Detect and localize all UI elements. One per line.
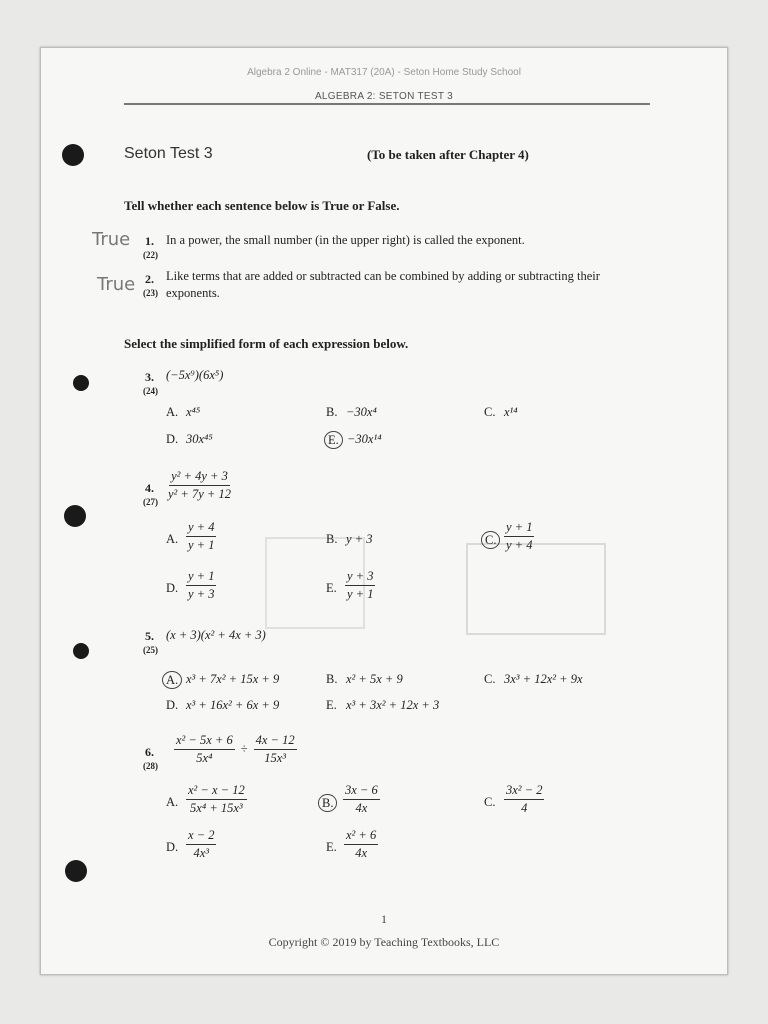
choice-letter: C.: [484, 405, 496, 419]
choice-letter: E.: [326, 840, 337, 854]
fraction-denominator: 4x³: [193, 846, 210, 860]
punch-hole-icon: [65, 860, 87, 882]
q3-choice-d: 30x⁴⁵: [186, 432, 213, 446]
fraction-numerator: y + 1: [504, 520, 534, 537]
handwritten-answer-2: True: [97, 274, 136, 295]
question-number: 4.: [145, 481, 154, 495]
question-number: 3.: [145, 370, 154, 384]
choice-letter-circled: [481, 531, 500, 549]
q5-expression: (x + 3)(x² + 4x + 3): [166, 628, 266, 642]
selected-answer-circle: C.: [481, 531, 500, 549]
fraction-denominator: 5x⁴ + 15x³: [190, 801, 243, 815]
page-number: 1: [381, 912, 387, 926]
choice-letter: E.: [326, 581, 337, 595]
selected-answer-circle: E.: [324, 431, 343, 449]
fraction-denominator: 4x: [355, 846, 368, 860]
punch-hole-icon: [73, 375, 89, 391]
punch-hole-icon: [62, 144, 84, 166]
test-title: Seton Test 3: [124, 145, 213, 162]
q5-choice-c: 3x³ + 12x² + 9x: [504, 672, 583, 686]
source-header: Algebra 2 Online - MAT317 (20A) - Seton Home Study School: [247, 67, 521, 78]
q5-choice-e: x³ + 3x² + 12x + 3: [346, 698, 440, 712]
q4-choice-a: [186, 520, 216, 553]
choice-letter: B.: [326, 532, 338, 546]
q6-choice-c: [504, 783, 544, 816]
q5-choice-a: x³ + 7x² + 15x + 9: [186, 672, 280, 686]
fraction-numerator: x − 2: [186, 828, 216, 845]
copyright: Copyright © 2019 by Teaching Textbooks, LLC: [268, 935, 500, 949]
fraction-numerator: 4x − 12: [254, 733, 297, 750]
choice-letter: D.: [166, 840, 179, 854]
choice-letter: C.: [484, 795, 496, 809]
fraction-denominator: y + 3: [188, 587, 215, 601]
handwritten-answer-1: True: [92, 229, 131, 250]
fraction-denominator: 4x: [355, 801, 368, 815]
fraction-denominator: 4: [521, 801, 528, 815]
q4-choice-d: [186, 569, 216, 602]
q5-choice-b: x² + 5x + 9: [346, 672, 403, 686]
question-number: 6.: [145, 745, 154, 759]
page-header-title: ALGEBRA 2: SETON TEST 3: [314, 91, 454, 102]
q3-choice-b: −30x⁴: [346, 405, 377, 419]
fraction-numerator: x² − 5x + 6: [174, 733, 235, 750]
choice-letter: E.: [326, 698, 337, 712]
punch-hole-icon: [73, 643, 89, 659]
choice-letter: A.: [166, 795, 179, 809]
section1-instructions: Tell whether each sentence below is True or False.: [124, 198, 400, 213]
choice-letter: B.: [326, 672, 338, 686]
fraction-numerator: 3x − 6: [343, 783, 380, 800]
paper-sheet: [40, 47, 728, 975]
header-rule: [124, 103, 650, 105]
q6-expression: [174, 733, 297, 766]
selected-answer-circle: B.: [318, 794, 337, 812]
bleed-through-rectangle: [466, 543, 606, 635]
q3-choice-c: x¹⁴: [504, 405, 518, 419]
punch-hole-icon: [64, 505, 86, 527]
lesson-ref: (24): [143, 386, 158, 396]
section2-instructions: Select the simplified form of each expression below.: [124, 336, 409, 351]
question-number: 5.: [145, 629, 154, 643]
choice-letter-circled: [324, 431, 343, 449]
lesson-ref: (27): [143, 497, 158, 507]
fraction-denominator: 5x⁴: [196, 751, 213, 765]
q3-choice-e: −30x¹⁴: [347, 432, 382, 446]
q4-denominator: y² + 7y + 12: [168, 487, 231, 501]
q4-numerator: y² + 4y + 3: [169, 469, 230, 486]
fraction-denominator: y + 1: [188, 538, 215, 552]
fraction-denominator: 15x³: [264, 751, 286, 765]
lesson-ref: (22): [143, 250, 158, 260]
choice-letter: A.: [166, 405, 179, 419]
lesson-ref: (28): [143, 761, 158, 771]
lesson-ref: (23): [143, 288, 158, 298]
fraction-numerator: y + 3: [345, 569, 375, 586]
fraction-numerator: x² + 6: [344, 828, 378, 845]
selected-answer-circle: A.: [162, 671, 182, 689]
statement-text-line2: exponents.: [166, 286, 220, 300]
test-note: (To be taken after Chapter 4): [367, 147, 529, 162]
choice-letter: D.: [166, 581, 179, 595]
fraction-numerator: y + 1: [186, 569, 216, 586]
q3-expression: (−5x⁹)(6x⁵): [166, 368, 224, 382]
q6-choice-a: [186, 783, 247, 816]
q6-choice-e: [344, 828, 378, 861]
q5-choice-d: x³ + 16x² + 6x + 9: [186, 698, 280, 712]
question-number: 1.: [145, 234, 154, 248]
choice-letter-circled: [318, 794, 337, 812]
choice-letter: D.: [166, 698, 179, 712]
q6-choice-d: [186, 828, 216, 861]
statement-text: In a power, the small number (in the upper right) is called the exponent.: [166, 233, 525, 247]
q6-choice-b: [343, 783, 380, 816]
q3-choice-a: x⁴⁵: [186, 405, 201, 419]
fraction-numerator: x² − x − 12: [186, 783, 247, 800]
q4-choice-b: y + 3: [346, 532, 373, 546]
choice-letter: A.: [166, 532, 179, 546]
q4-choice-c: [504, 520, 534, 553]
fraction-numerator: 3x² − 2: [504, 783, 544, 800]
choice-letter-circled: [162, 671, 182, 689]
lesson-ref: (25): [143, 645, 158, 655]
choice-letter: C.: [484, 672, 496, 686]
fraction-denominator: y + 1: [347, 587, 374, 601]
choice-letter: D.: [166, 432, 179, 446]
q4-choice-e: [345, 569, 375, 602]
q4-expression: [166, 469, 233, 502]
choice-letter: B.: [326, 405, 338, 419]
statement-text-line1: Like terms that are added or subtracted can be combined by adding or subtracting their: [166, 269, 600, 283]
question-number: 2.: [145, 272, 154, 286]
fraction-numerator: y + 4: [186, 520, 216, 537]
fraction-denominator: y + 4: [506, 538, 533, 552]
division-operator: ÷: [240, 742, 248, 756]
